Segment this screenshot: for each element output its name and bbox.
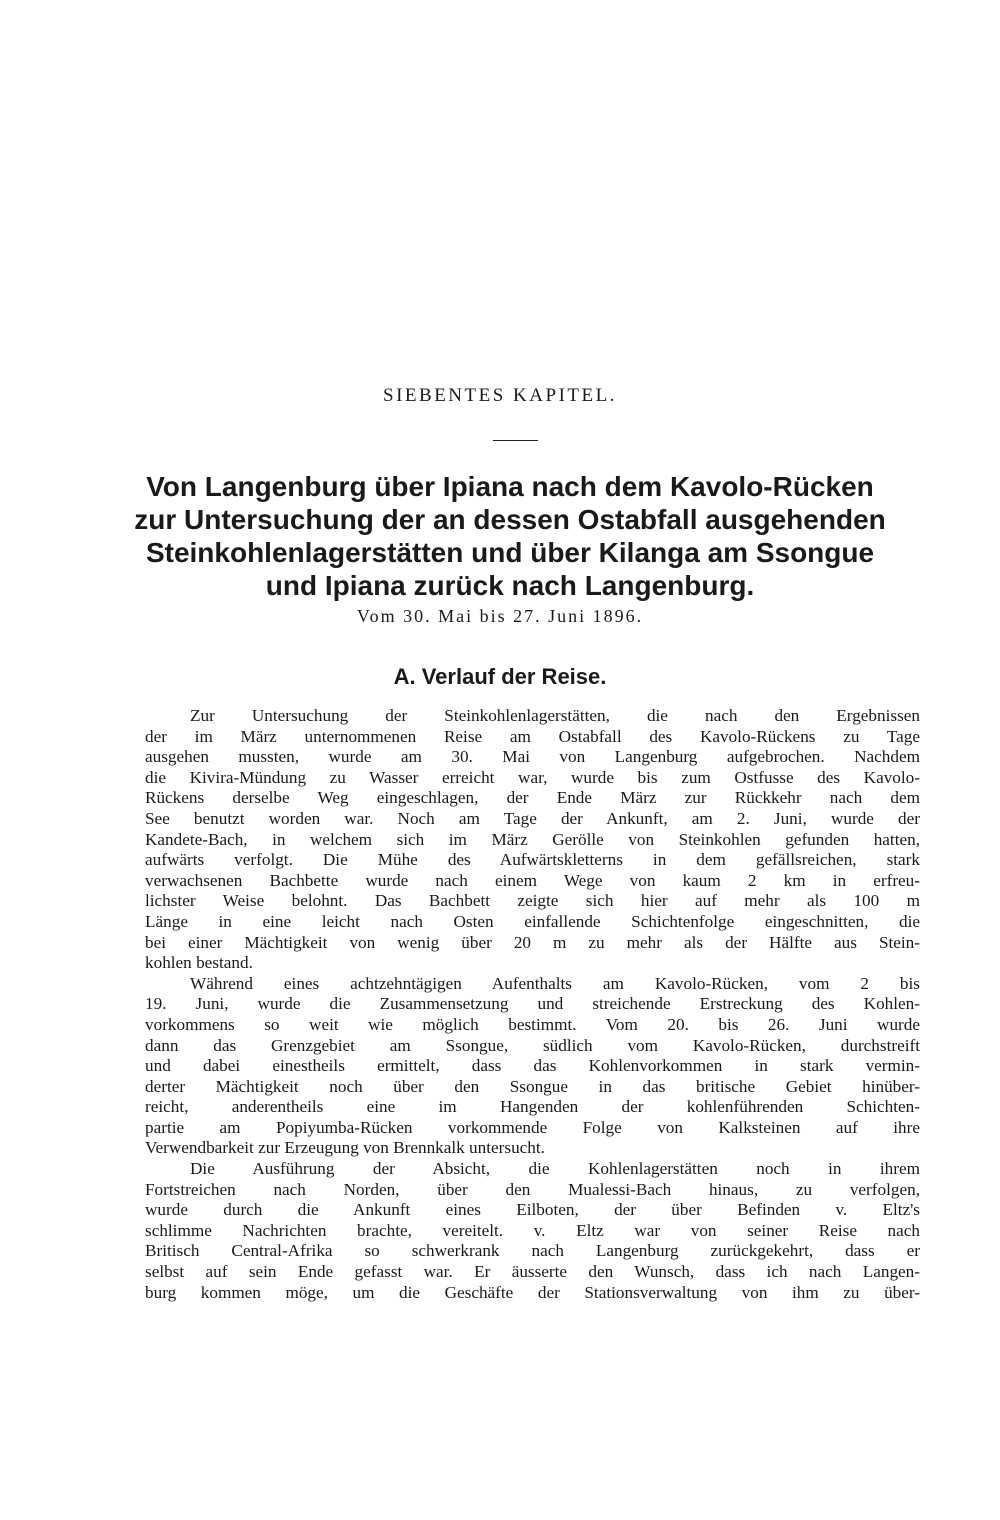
text-line: Zur Untersuchung der Steinkohlenlagerstätten, die nach den Ergebnissen [190,706,920,725]
text-line: und dabei einestheils ermittelt, dass das Kohlenvorkommen in stark vermin- [145,1056,920,1076]
title-line: zur Untersuchung der an dessen Ostabfall ausgehenden [134,504,886,535]
text-line: selbst auf sein Ende gefasst war. Er äusserte den Wunsch, dass ich nach Langen- [145,1262,920,1282]
text-line: derter Mächtigkeit noch über den Ssongue in das britische Gebiet hinüber- [145,1076,920,1096]
text-line: 19. Juni, wurde die Zusammensetzung und streichende Erstreckung des Kohlen- [145,994,920,1014]
text-line: lichster Weise belohnt. Das Bachbett zeigte sich hier auf mehr als 100 m [145,891,920,911]
section-heading: A. Verlauf der Reise. [393,664,607,689]
body-text [145,706,920,1303]
chapter-title [100,470,920,602]
text-line: reicht, anderentheils eine im Hangenden der kohlenführenden Schichten- [145,1097,920,1117]
text-line: dann das Grenzgebiet am Ssongue, südlich vom Kavolo-Rücken, durchstreift [145,1035,920,1055]
text-line: Verwendbarkeit zur Erzeugung von Brennkalk untersucht. [145,1138,545,1158]
text-line: partie am Popiyumba-Rücken vorkommende Folge von Kalksteinen auf ihre [145,1117,920,1137]
text-line: See benutzt worden war. Noch am Tage der Ankunft, am 2. Juni, wurde der [145,808,920,828]
text-line: Fortstreichen nach Norden, über den Mualessi-Bach hinaus, zu verfolgen, [145,1179,920,1199]
date-range: Vom 30. Mai bis 27. Juni 1896. [356,606,644,626]
text-line: wurde durch die Ankunft eines Eilboten, der über Befinden v. Eltz's [145,1200,920,1220]
text-line: burg kommen möge, um die Geschäfte der Stationsverwaltung von ihm zu über- [145,1282,920,1302]
text-line: Rückens derselbe Weg eingeschlagen, der Ende März zur Rückkehr nach dem [145,788,920,808]
title-line: Steinkohlenlagerstätten und über Kilanga am Ssongue [145,537,875,568]
text-line: kohlen bestand. [145,953,253,973]
text-line: Länge in eine leicht nach Osten einfallende Schichtenfolge eingeschnitten, die [145,911,920,931]
text-line: Die Ausführung der Absicht, die Kohlenlagerstätten noch in ihrem [190,1159,920,1179]
text-line: der im März unternommenen Reise am Ostabfall des Kavolo-Rückens zu Tage [145,726,920,746]
text-line: Während eines achtzehntägigen Aufenthalts am Kavolo-Rücken, vom 2 bis [190,973,920,993]
title-line: und Ipiana zurück nach Langenburg. [265,570,755,601]
text-line: ausgehen mussten, wurde am 30. Mai von Langenburg aufgebrochen. Nachdem [145,747,920,767]
text-line: aufwärts verfolgt. Die Mühe des Aufwärtskletterns in dem gefällsreichen, stark [145,850,920,870]
text-line: Britisch Central-Afrika so schwerkrank nach Langenburg zurückgekehrt, dass er [145,1241,920,1261]
text-line: vorkommens so weit wie möglich bestimmt. Vom 20. bis 26. Juni wurde [145,1014,920,1034]
text-line: verwachsenen Bachbette wurde nach einem Wege von kaum 2 km in erfreu- [145,870,920,890]
text-line: die Kivira-Mündung zu Wasser erreicht war, wurde bis zum Ostfusse des Kavolo- [145,767,920,787]
text-line: schlimme Nachrichten brachte, vereitelt. v. Eltz war von seiner Reise nach [145,1220,920,1240]
chapter-heading: SIEBENTES KAPITEL. [383,385,617,406]
text-line: bei einer Mächtigkeit von wenig über 20 m zu mehr als der Hälfte aus Stein- [145,932,920,952]
divider-rule [493,440,538,441]
text-line: Kandete-Bach, in welchem sich im März Gerölle von Steinkohlen gefunden hatten, [145,829,920,849]
title-line: Von Langenburg über Ipiana nach dem Kavolo-Rücken [146,471,874,502]
